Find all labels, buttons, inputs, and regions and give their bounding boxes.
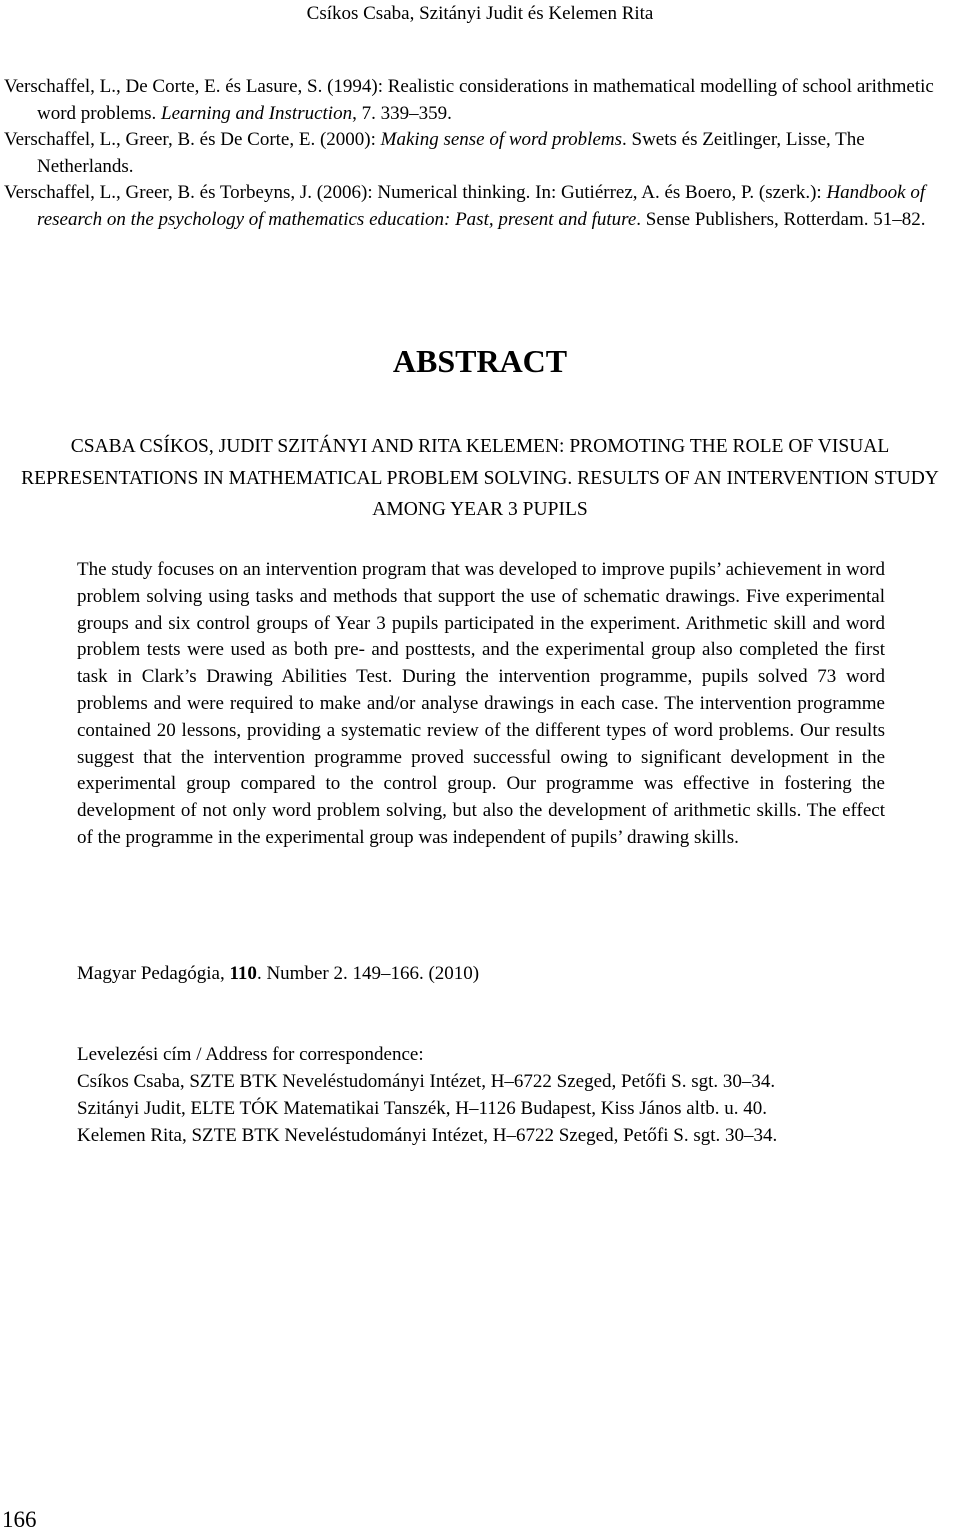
- reference-text: . Sense Publishers, Rotterdam. 51–82.: [636, 208, 926, 230]
- correspondence-address: Szitányi Judit, ELTE TÓK Matematikai Tanszék, H–1126 Budapest, Kiss János altb. u. 40.: [77, 1098, 767, 1119]
- reference-book-title: Handbook of research on the psychology of mathematics education: Past, present and future: [37, 182, 926, 230]
- abstract-body: The study focuses on an intervention program that was developed to improve pupils’ achievement in word problem solving using tasks and methods that support the use of schematic drawings. Five experimental groups and six control groups of Year 3 pupils participated in the experiment. Arithmetic skill and word problem tests were used as both pre- and posttests, and the experimental group also completed the first task in Clark’s Drawing Abilities Test. During the intervention programme, pupils solved 73 word problems and were required to make and/or analyse drawings in each case. The intervention programme contained 20 lessons, providing a systematic review of the different types of word problems. Our results suggest that the intervention programme proved successful owing to significant development in the experimental group compared to the control group. Our programme was effective in fostering the development of not only word problem solving, but also the development of arithmetic skills. The effect of the programme in the experimental group was independent of pupils’ drawing skills.: [77, 559, 885, 848]
- reference-journal-title: Learning and Instruction: [161, 102, 353, 124]
- correspondence-block: [77, 1041, 897, 1149]
- abstract-title: ABSTRACT: [392, 343, 568, 379]
- reference-text: . Swets és Zeitlinger, Lisse, The Netherlands.: [37, 129, 865, 177]
- reference-text: Verschaffel, L., Greer, B. és De Corte, E. (2000):: [4, 129, 381, 151]
- reference-text: Verschaffel, L., Greer, B. és Torbeyns, J. (2006): Numerical thinking. In: Gutiérrez, A. és Boero, P. (szerk.):: [4, 182, 827, 204]
- correspondence-address: Csíkos Csaba, SZTE BTK Neveléstudományi Intézet, H–6722 Szeged, Petőfi S. sgt. 30–34.: [77, 1071, 776, 1092]
- journal-issue-pages: . Number 2. 149–166. (2010): [256, 963, 480, 984]
- journal-name: Magyar Pedagógia,: [77, 963, 230, 984]
- reference-list: [4, 74, 942, 234]
- correspondence-label: Levelezési cím / Address for correspondence:: [77, 1044, 424, 1065]
- reference-entry: [4, 180, 942, 233]
- journal-volume: 110: [229, 963, 257, 984]
- running-header: Csíkos Csaba, Szitányi Judit és Kelemen Rita: [306, 3, 654, 24]
- abstract-heading: CSABA CSÍKOS, JUDIT SZITÁNYI AND RITA KELEMEN: PROMOTING THE ROLE OF VISUAL REPRESENTATIONS IN MATHEMATICAL PROBLEM SOLVING. RESULTS OF AN INTERVENTION STUDY AMONG YEAR 3 PUPILS: [21, 436, 939, 520]
- reference-text: Verschaffel, L., De Corte, E. és Lasure, S. (1994): Realistic considerations in mathematical modelling of school arithmetic word problems.: [4, 76, 934, 124]
- correspondence-address: Kelemen Rita, SZTE BTK Neveléstudományi Intézet, H–6722 Szeged, Petőfi S. sgt. 30–34.: [77, 1125, 778, 1146]
- journal-citation: [77, 961, 885, 988]
- reference-text: , 7. 339–359.: [352, 102, 452, 124]
- reference-entry: [4, 127, 942, 180]
- reference-book-title: Making sense of word problems: [380, 129, 623, 151]
- reference-entry: [4, 74, 942, 127]
- page-number: 166: [2, 1507, 37, 1532]
